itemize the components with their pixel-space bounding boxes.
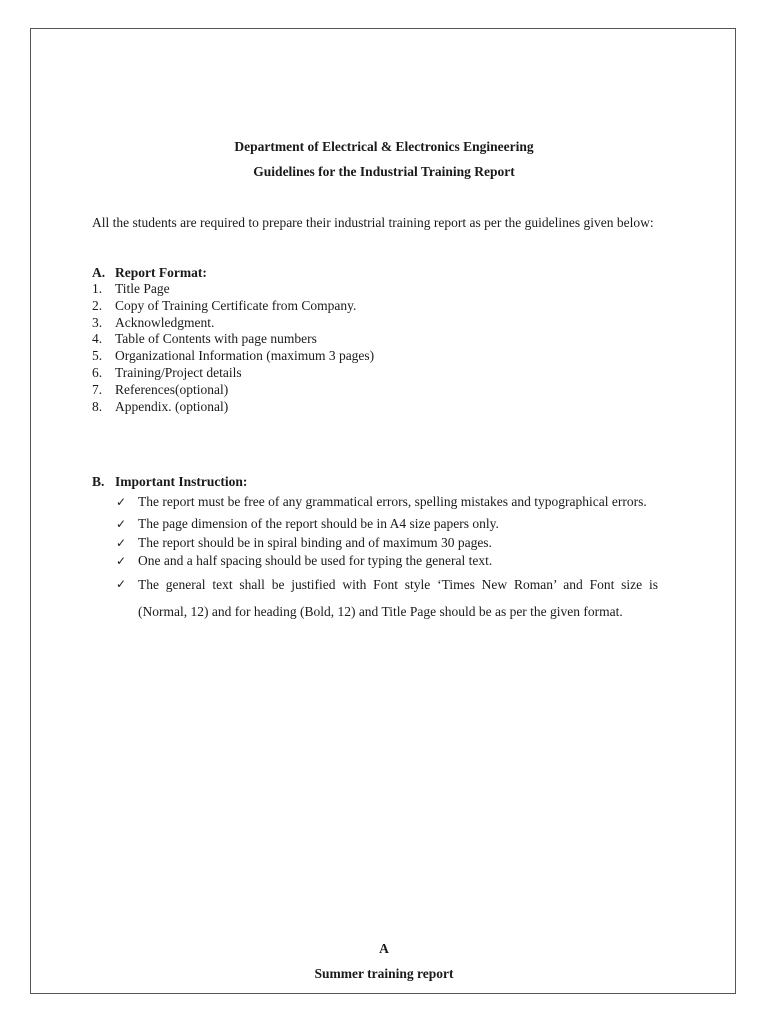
- list-item: [92, 382, 374, 399]
- list-item: [92, 298, 374, 315]
- section-a-title: Report Format:: [115, 265, 207, 280]
- section-a-letter: A.: [92, 265, 106, 280]
- list-item: [92, 399, 374, 416]
- department-heading: Department of Electrical & Electronics Engineering: [234, 139, 534, 154]
- checkmark-icon: ✓: [116, 554, 127, 568]
- footer-title: Summer training report: [314, 966, 454, 981]
- section-b-heading: [92, 473, 247, 490]
- instruction-text: One and a half spacing should be used for typing the general text.: [138, 553, 493, 568]
- instruction-item: [116, 571, 658, 625]
- list-item: [92, 348, 374, 365]
- intro-paragraph: All the students are required to prepare their industrial training report as per the guidelines given below:: [92, 215, 654, 230]
- section-a-heading: [92, 264, 207, 281]
- instruction-text: The report should be in spiral binding and of maximum 30 pages.: [138, 534, 492, 550]
- document-title: Guidelines for the Industrial Training Report: [253, 164, 515, 179]
- instruction-list: [116, 489, 658, 625]
- list-item-text: Acknowledgment.: [115, 314, 215, 330]
- list-item: [92, 281, 374, 298]
- checkmark-icon: ✓: [116, 517, 127, 531]
- list-item-number: 1.: [92, 281, 103, 296]
- list-item-text: Title Page: [115, 281, 170, 296]
- instruction-item: [116, 489, 658, 515]
- list-item-text: References(optional): [115, 381, 229, 397]
- list-item-number: 7.: [92, 381, 103, 397]
- list-item-number: 3.: [92, 314, 103, 330]
- footer-letter: A: [379, 941, 389, 956]
- report-format-list: [92, 281, 374, 415]
- checkmark-icon: ✓: [116, 576, 127, 591]
- list-item-text: Organizational Information (maximum 3 pages): [115, 348, 375, 364]
- list-item-text: Appendix. (optional): [115, 398, 229, 414]
- list-item: [92, 315, 374, 332]
- list-item: [92, 331, 374, 348]
- list-item-number: 2.: [92, 297, 103, 313]
- list-item: [92, 365, 374, 382]
- checkmark-icon: ✓: [116, 535, 127, 550]
- checkmark-icon: ✓: [116, 495, 127, 509]
- list-item-text: Table of Contents with page numbers: [115, 331, 317, 347]
- list-item-text: Copy of Training Certificate from Company.: [115, 297, 357, 313]
- instruction-item: [116, 534, 658, 553]
- list-item-number: 6.: [92, 364, 103, 380]
- list-item-number: 8.: [92, 398, 103, 414]
- instruction-text: The general text shall be justified with Font style ‘Times New Roman’ and Font size is (Normal, 12) and for heading (Bold, 12) and Title Page should be as per the given format.: [138, 576, 658, 619]
- instruction-text: The page dimension of the report should be in A4 size papers only.: [138, 516, 499, 531]
- instruction-item: [116, 552, 658, 571]
- section-b-letter: B.: [92, 474, 105, 489]
- list-item-number: 4.: [92, 331, 103, 347]
- section-b-title: Important Instruction:: [115, 474, 248, 489]
- instruction-text: The report must be free of any grammatical errors, spelling mistakes and typographical errors.: [138, 494, 647, 509]
- list-item-number: 5.: [92, 348, 103, 364]
- instruction-item: [116, 515, 658, 534]
- list-item-text: Training/Project details: [115, 364, 242, 380]
